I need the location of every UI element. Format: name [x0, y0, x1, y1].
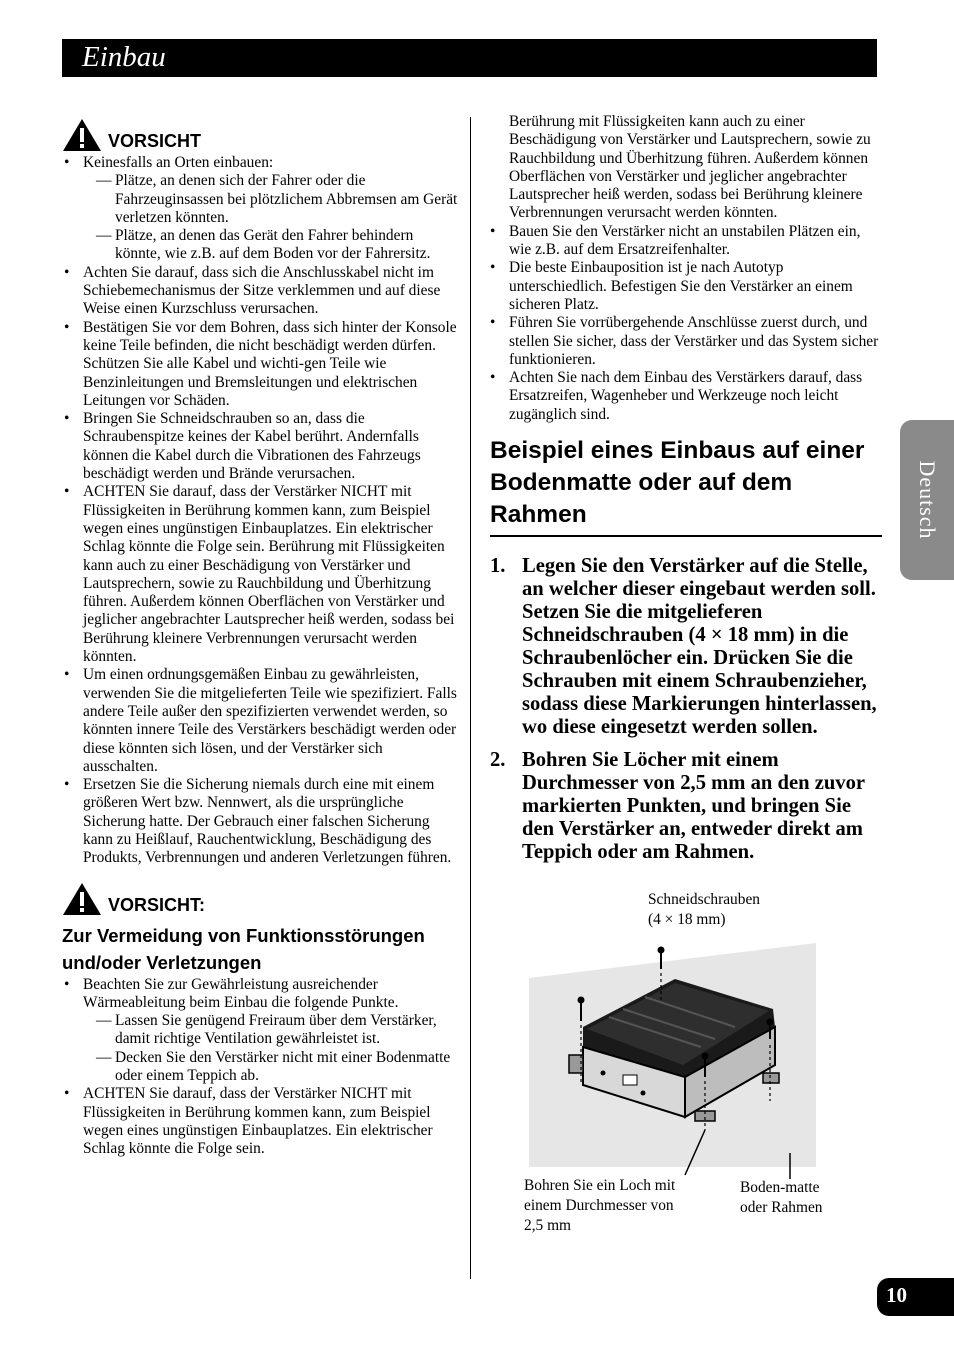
sub-list: [83, 172, 460, 263]
list-item: • Führen Sie vorrübergehende Anschlüsse zuerst durch, und stellen Sie sicher, dass der Verstärker und das System sicher funktionieren.: [488, 314, 882, 369]
amplifier-installation-illustration: [525, 935, 820, 1180]
list-item: • Ersetzen Sie die Sicherung niemals durch eine mit einem größeren Wert bzw. Nennwert, als die ursprüngliche Sicherung hatte. Der Gebrauch einer falschen Sicherung kann zu Heißlauf, Rauchentwicklung, Beschädigung des Produkts, Verbrennungen und anderen Verletzungen führen.: [62, 776, 460, 867]
sub-list-item: — Plätze, an denen sich der Fahrer oder die Fahrzeuginsassen bei plötzlichem Abbremsen am Gerät verletzen könnten.: [83, 172, 460, 227]
list-item: • Achten Sie darauf, dass sich die Anschlusskabel nicht im Schiebemechanismus der Sitze verklemmen und auf diese Weise einen Kurzschluss verursachen.: [62, 264, 460, 319]
sub-list-item: — Decken Sie den Verstärker nicht mit einer Bodenmatte oder einem Teppich ab.: [83, 1049, 460, 1086]
warning-icon: [62, 118, 102, 152]
step-text: Bohren Sie Löcher mit einem Durchmesser von 2,5 mm an den zuvor markierten Punkten, und bringen Sie den Verstärker an, entweder direkt am Teppich oder am Rahmen.: [522, 749, 865, 864]
sub-list-item: — Lassen Sie genügend Freiraum über dem Verstärker, damit richtige Ventilation gewährleistet ist.: [83, 1012, 460, 1049]
list-item: • Achten Sie nach dem Einbau des Verstärkers darauf, dass Ersatzreifen, Wagenheber und Werkzeuge noch leicht zugänglich sind.: [488, 369, 882, 424]
language-tab-label: Deutsch: [915, 460, 940, 540]
right-list: [488, 223, 882, 424]
steps-list: [490, 555, 882, 864]
list-item: • Um einen ordnungsgemäßen Einbau zu gewährleisten, verwenden Sie die mitgelieferten Teile wie spezifiziert. Falls andere Teile außer den spezifizierten verwendet werden, so könnten innere Teile des Verstärkers beschädigt werden oder diese könnten sich lösen, und der Verstärker sich ausschalten.: [62, 666, 460, 776]
right-column: [490, 113, 882, 874]
caution-block-1: [62, 118, 460, 152]
caution-2-list: [62, 976, 460, 1159]
caution-label: VORSICHT:: [108, 894, 206, 915]
list-item: • ACHTEN Sie darauf, dass der Verstärker NICHT mit Flüssigkeiten in Berührung kommen kann, zum Beispiel wegen eines ungünstigen Einbauplatzes. Ein elektrischer Schlag könnte die Folge sein.: [62, 1085, 460, 1158]
figure-label-mat: Boden-matte oder Rahmen: [740, 1179, 823, 1216]
list-item: • Die beste Einbauposition ist je nach Autotyp unterschiedlich. Befestigen Sie den Verstärker an einem sicheren Platz.: [488, 259, 882, 314]
sub-list-item: — Plätze, an denen das Gerät den Fahrer behindern könnte, wie z.B. auf dem Boden vor der Fahrersitz.: [83, 227, 460, 264]
step-number: 1.: [490, 555, 506, 578]
list-item: • Bringen Sie Schneidschrauben so an, dass die Schraubenspitze keines der Kabel berührt. Andernfalls können die Kabel durch die Vibrationen des Fahrzeugs beschädigt werden und Brände verursachen.: [62, 410, 460, 483]
continued-text: Berührung mit Flüssigkeiten kann auch zu einer Beschädigung von Verstärker und Lautsprechern, sowie zu Rauchbildung und Überhitzung führen. Außerdem können Oberflächen von Verstärker und jeglicher angebrachter Lautsprecher heiß werden, sodass bei Berührung kleinere Verbrennungen verursacht werden könnten.: [509, 113, 871, 222]
list-item: • Keinesfalls an Orten einbauen: — Plätze, an denen sich der Fahrer oder die Fahrzeuginsassen bei plötzlichem Abbremsen am Gerät verletzen könnten. — Plätze, an denen das Gerät den Fahrer behindern könnte, wie z.B. auf dem Boden vor der Fahrersitz.: [62, 154, 460, 264]
caution-block-2: [62, 882, 460, 916]
step-item: [490, 749, 882, 864]
language-tab: [900, 420, 954, 580]
page-number: 10: [886, 1283, 907, 1307]
caution-label: VORSICHT: [108, 131, 202, 151]
figure-label-screws: Schneidschrauben (4 × 18 mm): [648, 891, 760, 928]
list-item: • Bestätigen Sie vor dem Bohren, dass sich hinter der Konsole keine Teile befinden, die nicht beschädigt werden dürfen. Schützen Sie alle Kabel und wichti-gen Teile wie Benzinleitungen und Bremsleitungen und elektrischen Leitungen vor Schäden.: [62, 319, 460, 410]
header-bar: [62, 39, 877, 77]
sub-list: [83, 1012, 460, 1085]
column-divider: [470, 117, 471, 1279]
list-item: • Beachten Sie zur Gewährleistung ausreichender Wärmeableitung beim Einbau die folgende Punkte. — Lassen Sie genügend Freiraum über dem Verstärker, damit richtige Ventilation gewährleistet ist. — Decken Sie den Verstärker nicht mit einer Bodenmatte oder einem Teppich ab.: [62, 976, 460, 1086]
caution-subheading: Zur Vermeidung von Funktionsstörungen und/oder Verletzungen: [62, 924, 425, 973]
page-number-badge: [877, 1278, 954, 1316]
section-heading: Beispiel eines Einbaus auf einer Bodenmatte oder auf dem Rahmen: [490, 435, 882, 537]
step-item: [490, 555, 882, 739]
list-item: • ACHTEN Sie darauf, dass der Verstärker NICHT mit Flüssigkeiten in Berührung kommen kann, zum Beispiel wegen eines ungünstigen Einbauplatzes. Ein elektrischer Schlag könnte die Folge sein. Berührung mit Flüssigkeiten kann auch zu einer Beschädigung von Verstärker und Lautsprechern, sowie zu Rauchbildung und Überhitzung führen. Außerdem können Oberflächen von Verstärker und jeglicher angebrachter Lautsprecher heiß werden, sodass bei Berührung kleinere Verbrennungen verursacht werden könnten.: [62, 483, 460, 666]
page-title: Einbau: [82, 41, 166, 73]
figure-label-drill: Bohren Sie ein Loch mit einem Durchmesser von 2,5 mm: [524, 1177, 676, 1234]
caution-1-list: [62, 154, 460, 868]
left-column: [62, 118, 460, 1159]
step-number: 2.: [490, 749, 506, 772]
warning-icon: [62, 882, 102, 916]
step-text: Legen Sie den Verstärker auf die Stelle, an welcher dieser eingebaut werden soll. Setzen Sie die mitgelieferen Schneidschrauben (4 × 18 mm) in die Schraubenlöcher ein. Drücken Sie die Schrauben mit einem Schraubenzieher, sodass diese Markierungen hinterlassen, wo diese eingesetzt werden sollen.: [522, 555, 877, 739]
list-item: • Bauen Sie den Verstärker nicht an unstabilen Plätzen ein, wie z.B. auf dem Ersatzreifenhalter.: [488, 223, 882, 260]
